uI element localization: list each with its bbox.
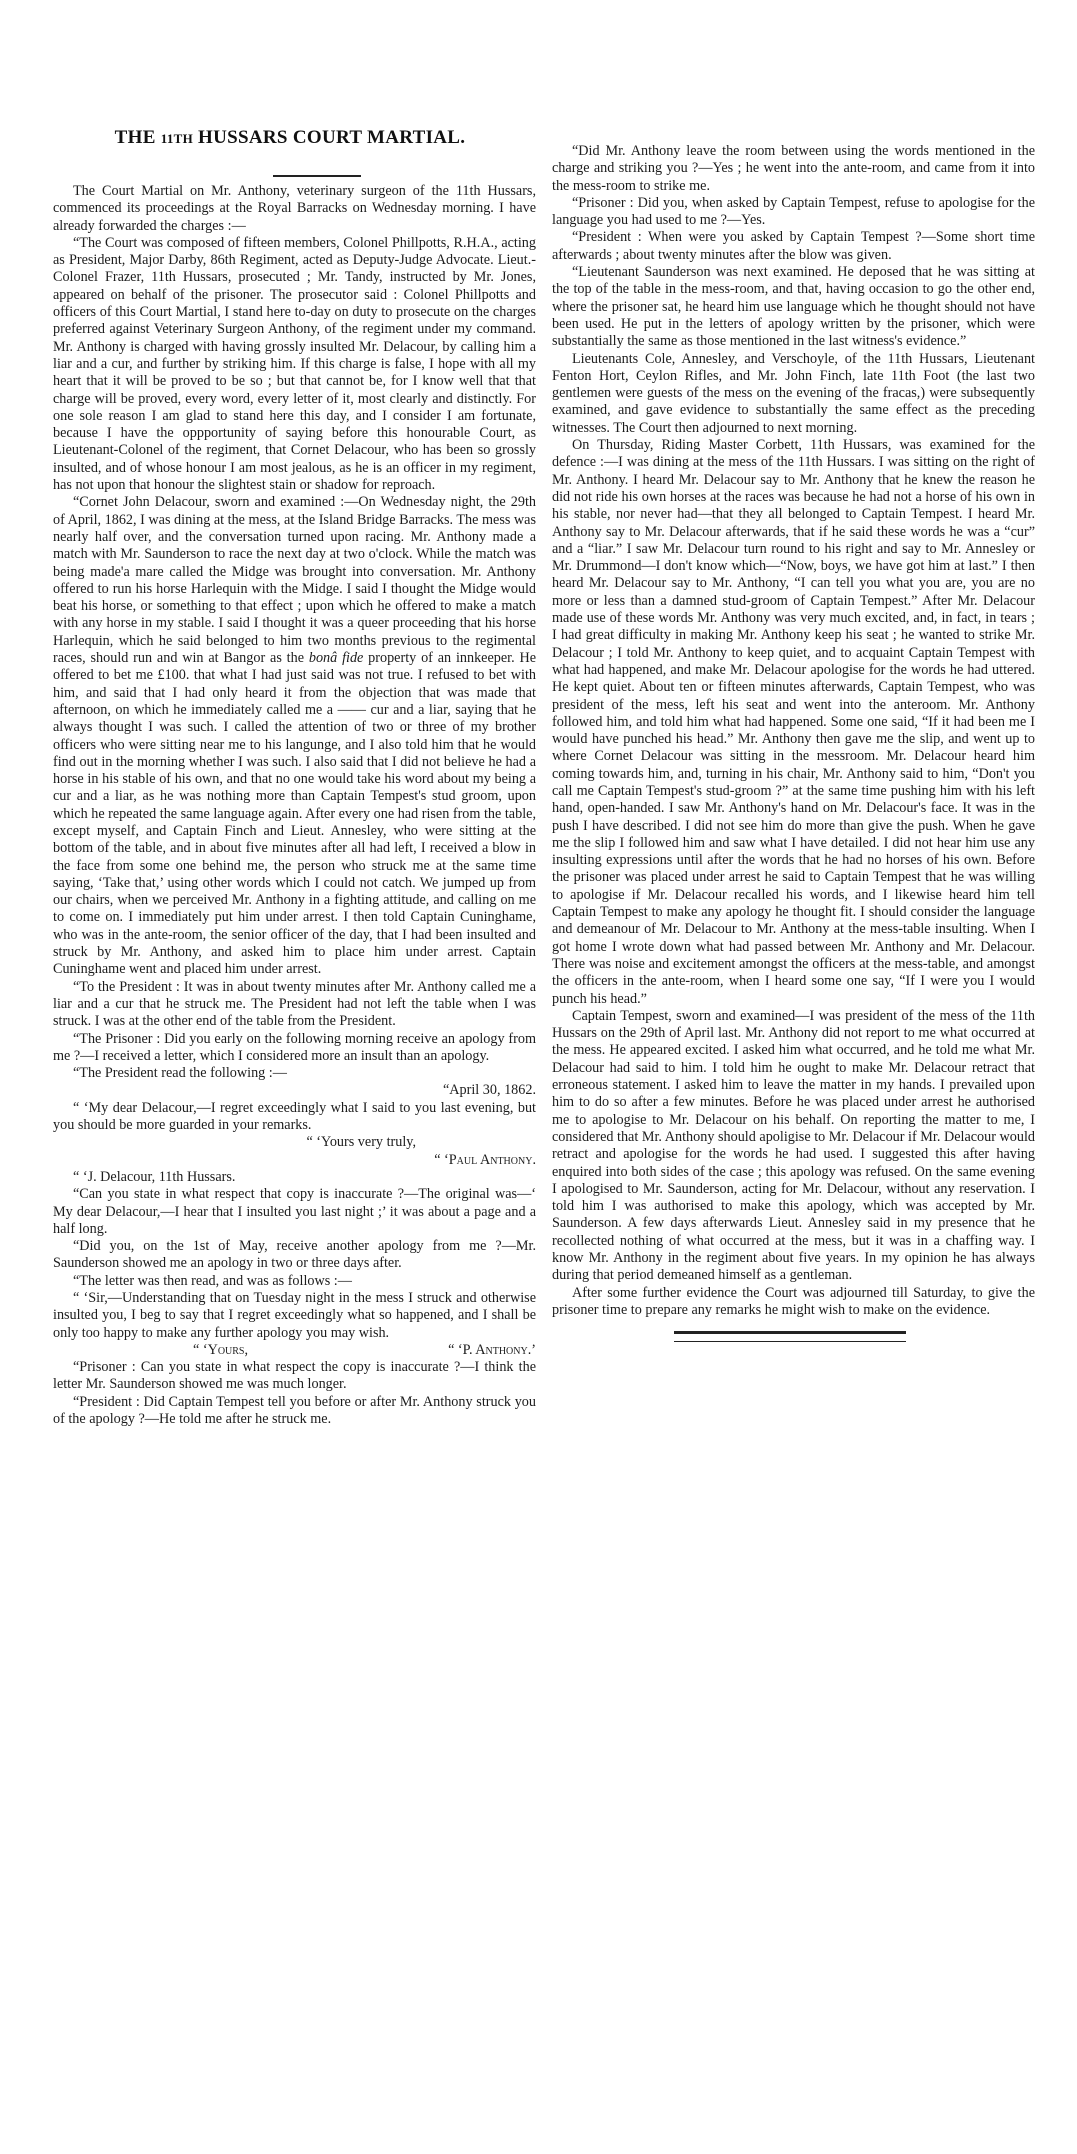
letter-body: “ ‘Sir,—Understanding that on Tuesday night in the mess I struck and otherwise insulted you, I beg to say that I regret exceedingly what so happened, and I shall be only too happy to make any further apology you may wish. [53,1290,536,1341]
title-rule [273,175,361,177]
paragraph: “Prisoner : Did you, when asked by Captain Tempest, refuse to apologise for the language you had used to me ?—Yes. [552,194,1035,229]
letter-signature: “ ‘P. Anthony.’ [448,1341,536,1358]
letter-signoff [53,1342,536,1359]
left-column [53,183,536,1428]
paragraph: “President : When were you asked by Captain Tempest ?—Some short time afterwards ; about twenty minutes after the blow was given. [552,229,1035,263]
paragraph: Lieutenants Cole, Annesley, and Verschoyle, of the 11th Hussars, Lieutenant Fenton Hort, Ceylon Rifles, and Mr. John Finch, late 11th Foot (the last two gentlemen were guests of the mess on the evening of the fracas,) were subsequently examined, and gave evidence to substantially the same effect as the preceding witnesses. The Court then adjourned to next morning. [552,350,1035,436]
letter-closing: “ ‘Yours very truly, [306,1134,416,1151]
paragraph: “Did Mr. Anthony leave the room between using the words mentioned in the charge and striking you ?—Yes ; he went into the ante-room, and came from it into the mess-room to strike me. [552,143,1035,194]
letter-closing: “ ‘Yours, [193,1341,249,1358]
paragraph-text: property of an innkeeper. He offered to bet me £100. that what I had just said was not true. I refused to bet with him, and said that I had only heard it from the objection that was made that afternoon, on which he immediately called me a —— cur and a liar, saying that he always thought I was such. I called the attention of two or three of my brother officers who were sitting near me to his langunge, and I also told him that he would find out in the morning whether I was such. I also said that I did not believe he had a horse in his stable of his own, and that no one would take his word about my being a cur and a liar, as he was nothing more than Captain Tempest's stud groom, upon which he repeated the same language again. After every one had risen from the table, except myself, and Captain Finch and Lieut. Annesley, who were sitting at the bottom of the table, and in about five minutes after all had left, I received a blow in the face from some one behind me, the person who struck me at the same time saying, ‘Take that,’ using other words which I could not catch. We jumped up from our chairs, when we perceived Mr. Anthony in a fighting attitude, and calling on me to come on. I immediately put him under arrest. I then told Captain Cuninghame, who was in the ante-room, the senior officer of the day, that I had been insulted and struck by Mr. Anthony, and asked him to place him under arrest. Captain Cuninghame went and placed him under arrest. [53,650,537,978]
italic-phrase: bonâ fide [308,650,364,667]
paragraph-text: “Cornet John Delacour, sworn and examined :—On Wednesday night, the 29th of April, 1862, I was dining at the mess, at the Island Bridge Barracks. The mess was nearly half over, and the conversation turned upon racing. Mr. Anthony made a match with Mr. Saunderson to race the next day at two o'clock. While the match was being made'a mare called the Midge was brought into conversation. Mr. Anthony offered to run his horse Harlequin with the Midge. I said I thought the Midge would beat his horse, or something to that effect ; upon which he offered to make a match with any horse in my stable. I said I thought it was a queer proceeding that his horse Harlequin, which he said belonged to him two months previous to the regimental races, should run and win at Bangor as the [53,494,536,667]
title-ordinal: 11TH [160,131,193,146]
paragraph: “President : Did Captain Tempest tell you before or after Mr. Anthony struck you of the apology ?—He told me after he struck me. [53,1393,536,1428]
letter-date: “April 30, 1862. [443,1082,536,1099]
paragraph: “Can you state in what respect that copy is inaccurate ?—The original was—‘ My dear Delacour,—I hear that I insulted you last night ;’ it was about a page and a half long. [53,1186,536,1237]
article-title [40,127,540,149]
end-rule [674,1331,906,1342]
paragraph: “The Prisoner : Did you early on the following morning receive an apology from me ?—I received a letter, which I considered more an insult than an apology. [53,1030,536,1064]
title-post: HUSSARS COURT MARTIAL. [193,127,466,148]
letter-addressee: “ ‘J. Delacour, 11th Hussars. [73,1168,236,1185]
paragraph: “The Court was composed of fifteen members, Colonel Phillpotts, R.H.A., acting as President, Major Darby, 86th Regiment, acted as Deputy-Judge Advocate. Lieut.-Colonel Frazer, 11th Hussars, prosecuted ; Mr. Tandy, instructed by Mr. Jones, appeared on behalf of the prisoner. The prosecutor said : Colonel Phillpotts and officers of this Court Martial, I stand here to-day on duty to prosecute on the charges preferred against Veterinary Surgeon Anthony, of the regiment under my command. Mr. Anthony is charged with having grossly insulted Mr. Delacour, by calling him a liar and a cur, and further by striking him. If this charge is false, I hope with all my heart that it will be proved to be so ; but that cannot be, for I know well that that charge will be proved, every word, every letter of it, most clearly and distinctly. For one sole reason I am glad to stand here this day, and I consider I am fortunate, because I have the oppportunity of saying before this honourable Court, as Lieutenant-Colonel of the regiment, that Cornet Delacour, who has been so grossly insulted, and of whose honour I am most jealous, as he is an officer in my regiment, has not upon that honour the slightest stain or shadow for reproach. [53,234,536,494]
letter-signature: “ ‘Paul Anthony. [434,1151,536,1168]
paragraph: “Did you, on the 1st of May, receive another apology from me ?—Mr. Saunderson showed me an apology in two or three days after. [53,1238,536,1272]
paragraph: “To the President : It was in about twenty minutes after Mr. Anthony called me a liar and a cur that he struck me. The President had not left the table when I was struck. I was at the other end of the table from the President. [53,978,536,1030]
paragraph: After some further evidence the Court was adjourned till Saturday, to give the prisoner time to prepare any remarks he might wish to make on the evidence. [552,1284,1035,1318]
paragraph: On Thursday, Riding Master Corbett, 11th Hussars, was examined for the defence :—I was dining at the mess of the 11th Hussars. I was sitting on the right of Mr. Anthony. I heard Mr. Delacour say to Mr. Anthony that he knew the reason he did not ride his own horses at the races was because he had not a horse of his own in his stable, nor never had—that they all belonged to Captain Tempest. I heard Mr. Anthony say to Mr. Delacour afterwards, that if he said these words he was a “cur” and a “liar.” I saw Mr. Delacour turn round to his right and say to Mr. Annesley or Mr. Drummond—I don't know which—“Now, boys, we have got him at last.” I then heard Mr. Delacour say to Mr. Anthony, “I can tell you what you are, you are no more or less than a damned stud-groom of Captain Tempest.” After Mr. Delacour made use of these words Mr. Anthony was very much excited, and, in fact, in tears ; I had great difficulty in making Mr. Anthony keep his seat ; he wanted to strike Mr. Delacour ; I told Mr. Anthony to keep quiet, and to acquaint Captain Tempest with what had happened, and make Mr. Delacour apologise for the words he had uttered. He kept quiet. About ten or fifteen minutes afterwards, Captain Tempest, who was president of the mess, left his seat and went into the anteroom. Mr. Anthony followed him, and told him what had happened. Some one said, “If it had been me I would have punched his head.” Mr. Anthony then gave me the slip, and went up to where Cornet Delacour was sitting in the messroom. Mr. Delacour heard him coming towards him, and, turning in his chair, Mr. Anthony said to him, “Don't you call me Captain Tempest's stud-groom ?” at the same time pushing him with his left hand, open-handed. I saw Mr. Anthony's hand on Mr. Delacour's face. It was in the push I have described. I did not see him do more than give the push. When he gave me the slip I followed him and saw what I have detailed. I did not hear him use any insulting expressions until after the words that he had no horses of his own. Before the prisoner was placed under arrest he said to Captain Tempest that he was willing to apologise if Mr. Delacour recalled his words, and I likewise heard him tell Captain Tempest to make any apology he thought fit. I should consider the language and demeanour of Mr. Delacour to Mr. Anthony at the mess-table insulting. When I got home I wrote down what had passed between Mr. Anthony and Mr. Delacour. There was noise and excitement amongst the officers at the mess-table, and amongst the officers in the ante-room, when I heard some one say, “If I were you I would punch his head.” [552,437,1035,1007]
paragraph: “The President read the following :— [73,1065,287,1082]
paragraph: Captain Tempest, sworn and examined—I was president of the mess of the 11th Hussars on the 29th of April last. Mr. Anthony did not report to me what occurred at the mess. He appeared excited. I asked him what occurred, and he told me what Mr. Delacour had said to him. I told him he ought to make Mr. Delacour retract that erroneous statement. I asked him to leave the matter in my hands. I prevailed upon him to do so after a few minutes. Before he was placed under arrest he authorised me to apologise to Mr. Delacour on his behalf. On reporting the matter to me, I considered that Mr. Anthony should apoligise to Mr. Delacour if Mr. Delacour would retract and apologise for the words he had used. I suggested this after having enquired into both sides of the case ; this apology was refused. On the same evening I apologised to Mr. Saunderson, acting for Mr. Delacour, without any reservation. I told him I was authorised to make this apology, which was accepted by Mr. Saunderson. A few days afterwards Lieut. Annesley said in my presence that he recollected nothing of what occurred at the mess, but it was in a chaffing way. I know Mr. Anthony in the regiment about five years. In my opinion he has always during that period demeaned himself as a gentleman. [552,1007,1035,1284]
paragraph [53,494,536,978]
letter-body: “ ‘My dear Delacour,—I regret exceedingly what I said to you last evening, but you should be more guarded in your remarks. [53,1099,536,1134]
paragraph: “The letter was then read, and was as follows :— [73,1272,352,1289]
paragraph: “Prisoner : Can you state in what respect the copy is inaccurate ?—I think the letter Mr. Saunderson showed me was much longer. [53,1359,536,1393]
right-column [552,143,1035,1319]
paragraph: The Court Martial on Mr. Anthony, veterinary surgeon of the 11th Hussars, commenced its proceedings at the Royal Barracks on Wednesday morning. I have already forwarded the charges :— [53,183,536,234]
title-pre: THE [114,127,161,148]
paragraph: “Lieutenant Saunderson was next examined. He deposed that he was sitting at the top of the table in the mess-room, and that, having occasion to go the other end, where the prisoner sat, he heard him use language which he thought should not have been used. He put in the letters of apology written by the prisoner, which were substantially the same as those mentioned in the last witness's evidence.” [552,264,1035,350]
